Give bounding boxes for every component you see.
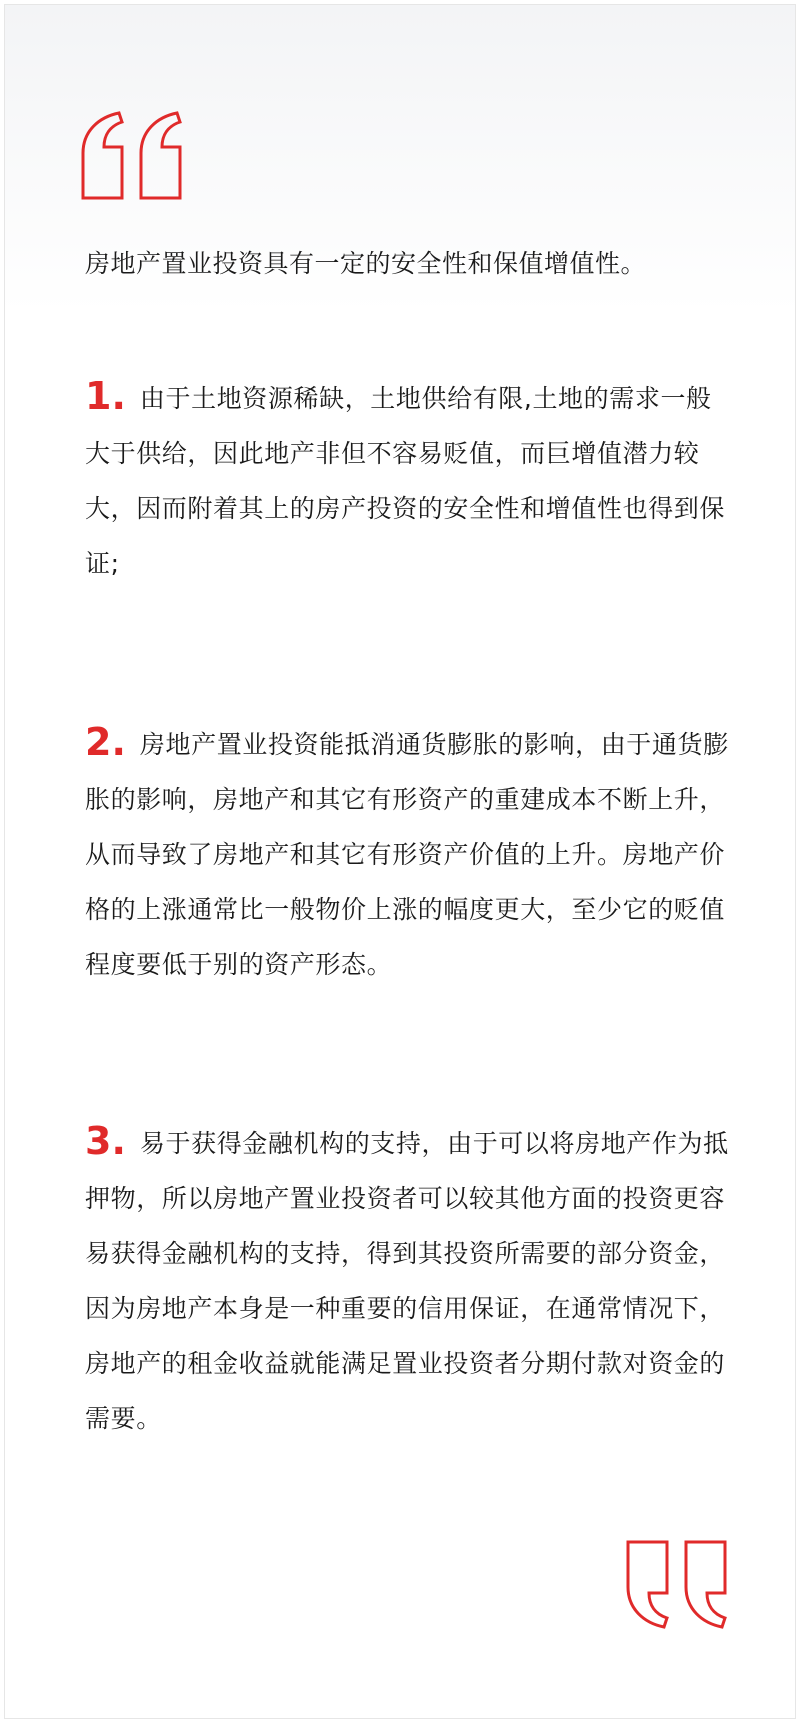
point-text: 易于获得金融机构的支持，由于可以将房地产作为抵押物，所以房地产置业投资者可以较其他方面的投资更容易获得金融机构的支持，得到其投资所需要的部分资金，因为房地产本身是一种重要的信用保证，在通常情况下，房地产的租金收益就能满足置业投资者分期付款对资金的需要。 bbox=[85, 1129, 729, 1433]
point-number: 1. bbox=[85, 374, 126, 418]
point-2 bbox=[85, 715, 735, 992]
point-number: 2. bbox=[85, 720, 126, 764]
intro-text: 房地产置业投资具有一定的安全性和保值增值性。 bbox=[85, 249, 647, 278]
point-1 bbox=[85, 369, 735, 591]
open-quote-icon bbox=[75, 103, 195, 213]
point-number: 3. bbox=[85, 1119, 126, 1163]
point-text: 由于土地资源稀缺，土地供给有限,土地的需求一般大于供给，因此地产非但不容易贬值，而巨增值潜力较大，因而附着其上的房产投资的安全性和增值性也得到保证; bbox=[85, 384, 726, 578]
point-text: 房地产置业投资能抵消通货膨胀的影响，由于通货膨胀的影响，房地产和其它有形资产的重建成本不断上升，从而导致了房地产和其它有形资产价值的上升。房地产价格的上涨通常比一般物价上涨的幅度更大，至少它的贬值程度要低于别的资产形态。 bbox=[85, 730, 729, 979]
point-3 bbox=[85, 1114, 735, 1446]
article-card bbox=[4, 4, 796, 1719]
close-quote-icon bbox=[613, 1527, 733, 1637]
